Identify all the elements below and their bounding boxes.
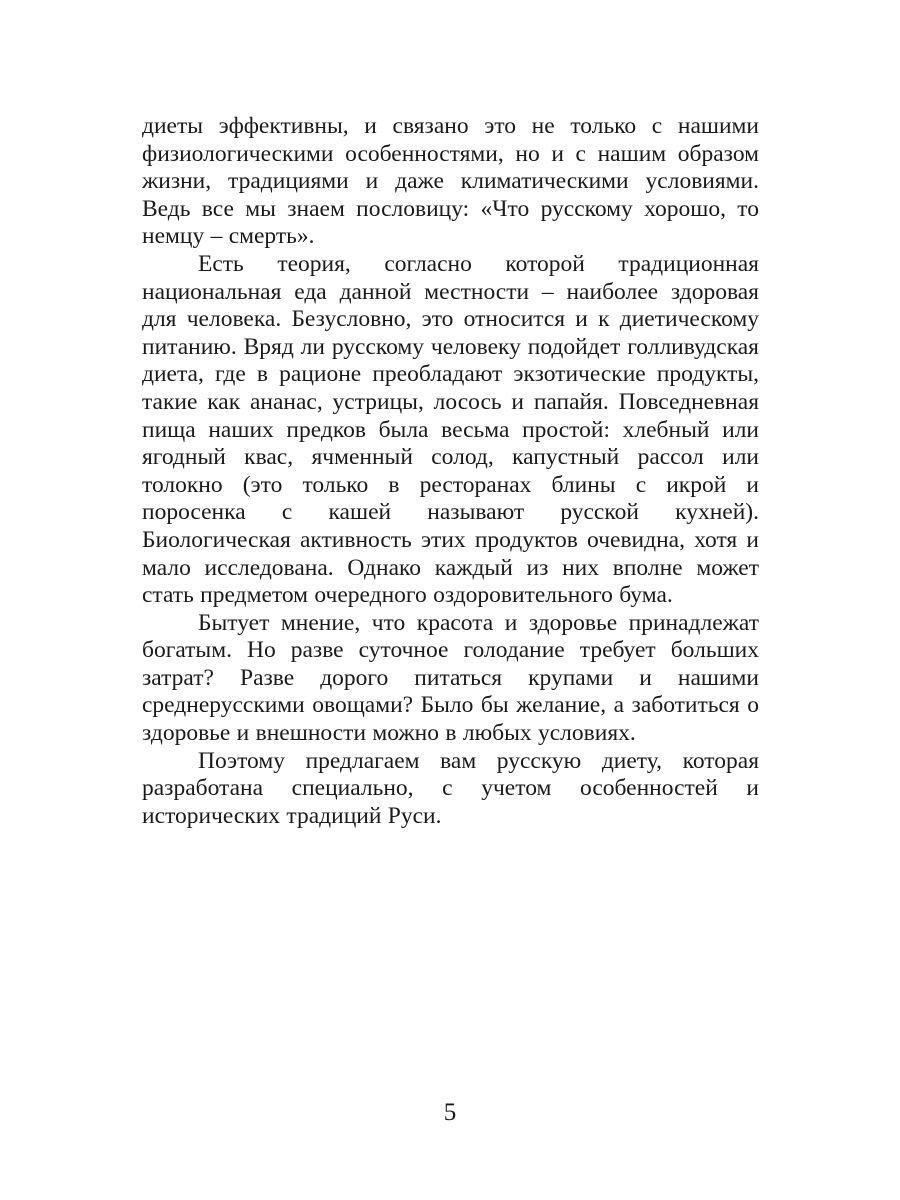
paragraph-4: Поэтому предлагаем вам русскую диету, которая разработана специально, с учетом особенностей и исторических традиций Руси.: [142, 747, 759, 829]
paragraph-3: Бытует мнение, что красота и здоровье принадлежат богатым. Но разве суточное голодание требует больших затрат? Разве дорого питаться крупами и нашими среднерусскими овощами? Было бы желание, а заботиться о здоровье и внешности можно в любых условиях.: [142, 609, 759, 747]
body-text: [142, 113, 759, 830]
page-number: 5: [443, 1099, 457, 1126]
paragraph-1: диеты эффективны, и связано это не только с нашими физиологическими особенностями, но и с нашим образом жизни, традициями и даже климатическими условиями. Ведь все мы знаем пословицу: «Что русскому хорошо, то немцу – смерть».: [142, 113, 759, 250]
paragraph-2: Есть теория, согласно которой традиционная национальная еда данной местности – наиболее здоровая для человека. Безусловно, это относится и к диетическому питанию. Вряд ли русскому человеку подойдет голливудская диета, где в рационе преобладают экзотические продукты, такие как ананас, устрицы, лосось и папайя. Повседневная пища наших предков была весьма простой: хлебный или ягодный квас, ячменный солод, капустный рассол или толокно (это только в ресторанах блины с икрой и поросенка с кашей называют русской кухней). Биологическая активность этих продуктов очевидна, хотя и мало исследована. Однако каждый из них вполне может стать предметом очередного оздоровительного бума.: [142, 250, 759, 609]
